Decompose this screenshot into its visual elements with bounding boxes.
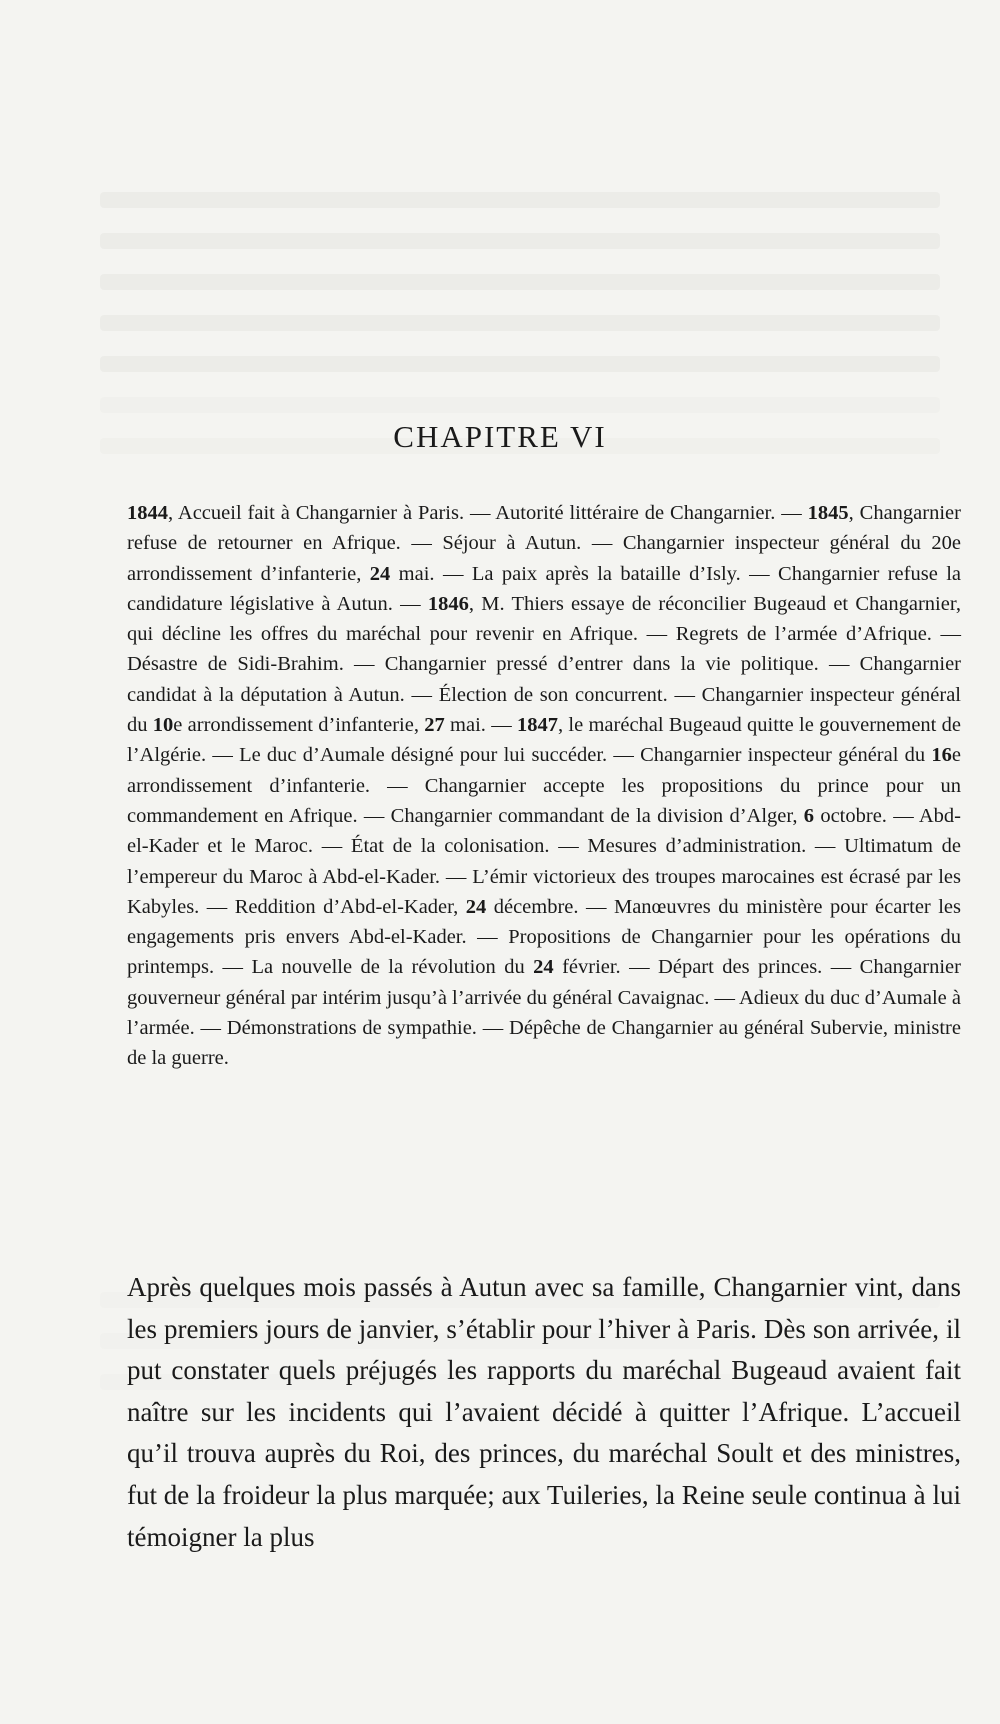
summary-text: mai. —	[444, 714, 517, 737]
summary-text: mai. — La paix après la bataille d’Isly. — Changarnier refuse la candidature législative à Autun. —	[127, 562, 962, 615]
summary-date: 24	[533, 956, 554, 979]
summary-date: 16	[931, 744, 952, 767]
summary-text: , Changarnier refuse de retourner en Afrique. — Séjour à Autun. — Changarnier inspecteur général du 20e arrondissement d’infanterie,	[127, 502, 961, 585]
summary-text: , M. Thiers essaye de réconcilier Bugeaud et Changarnier, qui décline les offres du maréchal pour revenir en Afrique. — Regrets de l’armée d’Afrique. — Désastre de Sidi-Brahim. — Changarnier pressé d’entrer dans la vie politique. — Changarnier candidat à la députation à Autun. — Élection de son concurrent. — Changarnier inspecteur général du	[127, 592, 961, 737]
summary-date: 1845	[807, 502, 849, 524]
summary-text: e arrondissement d’infanterie,	[173, 714, 425, 737]
summary-text: octobre. — Abd-el-Kader et le Maroc. — État de la colonisation. — Mesures d’administration. — Ultimatum de l’empereur du Maroc à Abd-el-Kader. — L’émir victorieux des troupes marocaines est écrasé par les Kabyles. — Reddition d’Abd-el-Kader,	[127, 804, 961, 918]
summary-date: 27	[424, 714, 445, 737]
summary-date: 10	[152, 714, 174, 737]
chapter-summary	[127, 498, 961, 1074]
summary-date: 1844	[127, 502, 168, 524]
summary-text: février. — Départ des princes. — Changarnier gouverneur général par intérim jusqu’à l’arrivée du général Cavaignac. — Adieux du duc d’Aumale à l’armée. — Démonstrations de sympathie. — Dépêche de Changarnier au général Subervie, ministre de la guerre.	[127, 956, 961, 1070]
summary-text: , le maréchal Bugeaud quitte le gouvernement de l’Algérie. — Le duc d’Aumale désigné pour lui succéder. — Changarnier inspecteur général du	[127, 714, 961, 767]
summary-date: 24	[465, 895, 487, 918]
chapter-title: CHAPITRE VI	[393, 418, 607, 454]
summary-date: 6	[803, 804, 815, 827]
body-paragraph: Après quelques mois passés à Autun avec sa famille, Changarnier vint, dans les premiers jours de janvier, s’établir pour l’hiver à Paris. Dès son arrivée, il put constater quels préjugés les rapports du maréchal Bugeaud avaient fait naître sur les incidents qui l’avaient décidé à quitter l’Afrique. L’accueil qu’il trouva auprès du Roi, des princes, du maréchal Soult et des ministres, fut de la froideur la plus marquée; aux Tuileries, la Reine seule continua à lui témoigner la plus	[127, 1272, 961, 1552]
summary-text: , Accueil fait à Changarnier à Paris. — Autorité littéraire de Changarnier. —	[168, 502, 808, 524]
summary-text: décembre. — Manœuvres du ministère pour écarter les engagements pris envers Abd-el-Kader. — Propositions de Changarnier pour les opérations du printemps. — La nouvelle de la révolution du	[127, 895, 961, 979]
summary-date: 24	[369, 562, 391, 585]
summary-date: 1847	[516, 714, 558, 737]
summary-date: 1846	[427, 592, 469, 615]
summary-text: e arrondissement d’infanterie. — Changarnier accepte les propositions du prince pour un commandement en Afrique. — Changarnier commandant de la division d’Alger,	[127, 744, 961, 827]
